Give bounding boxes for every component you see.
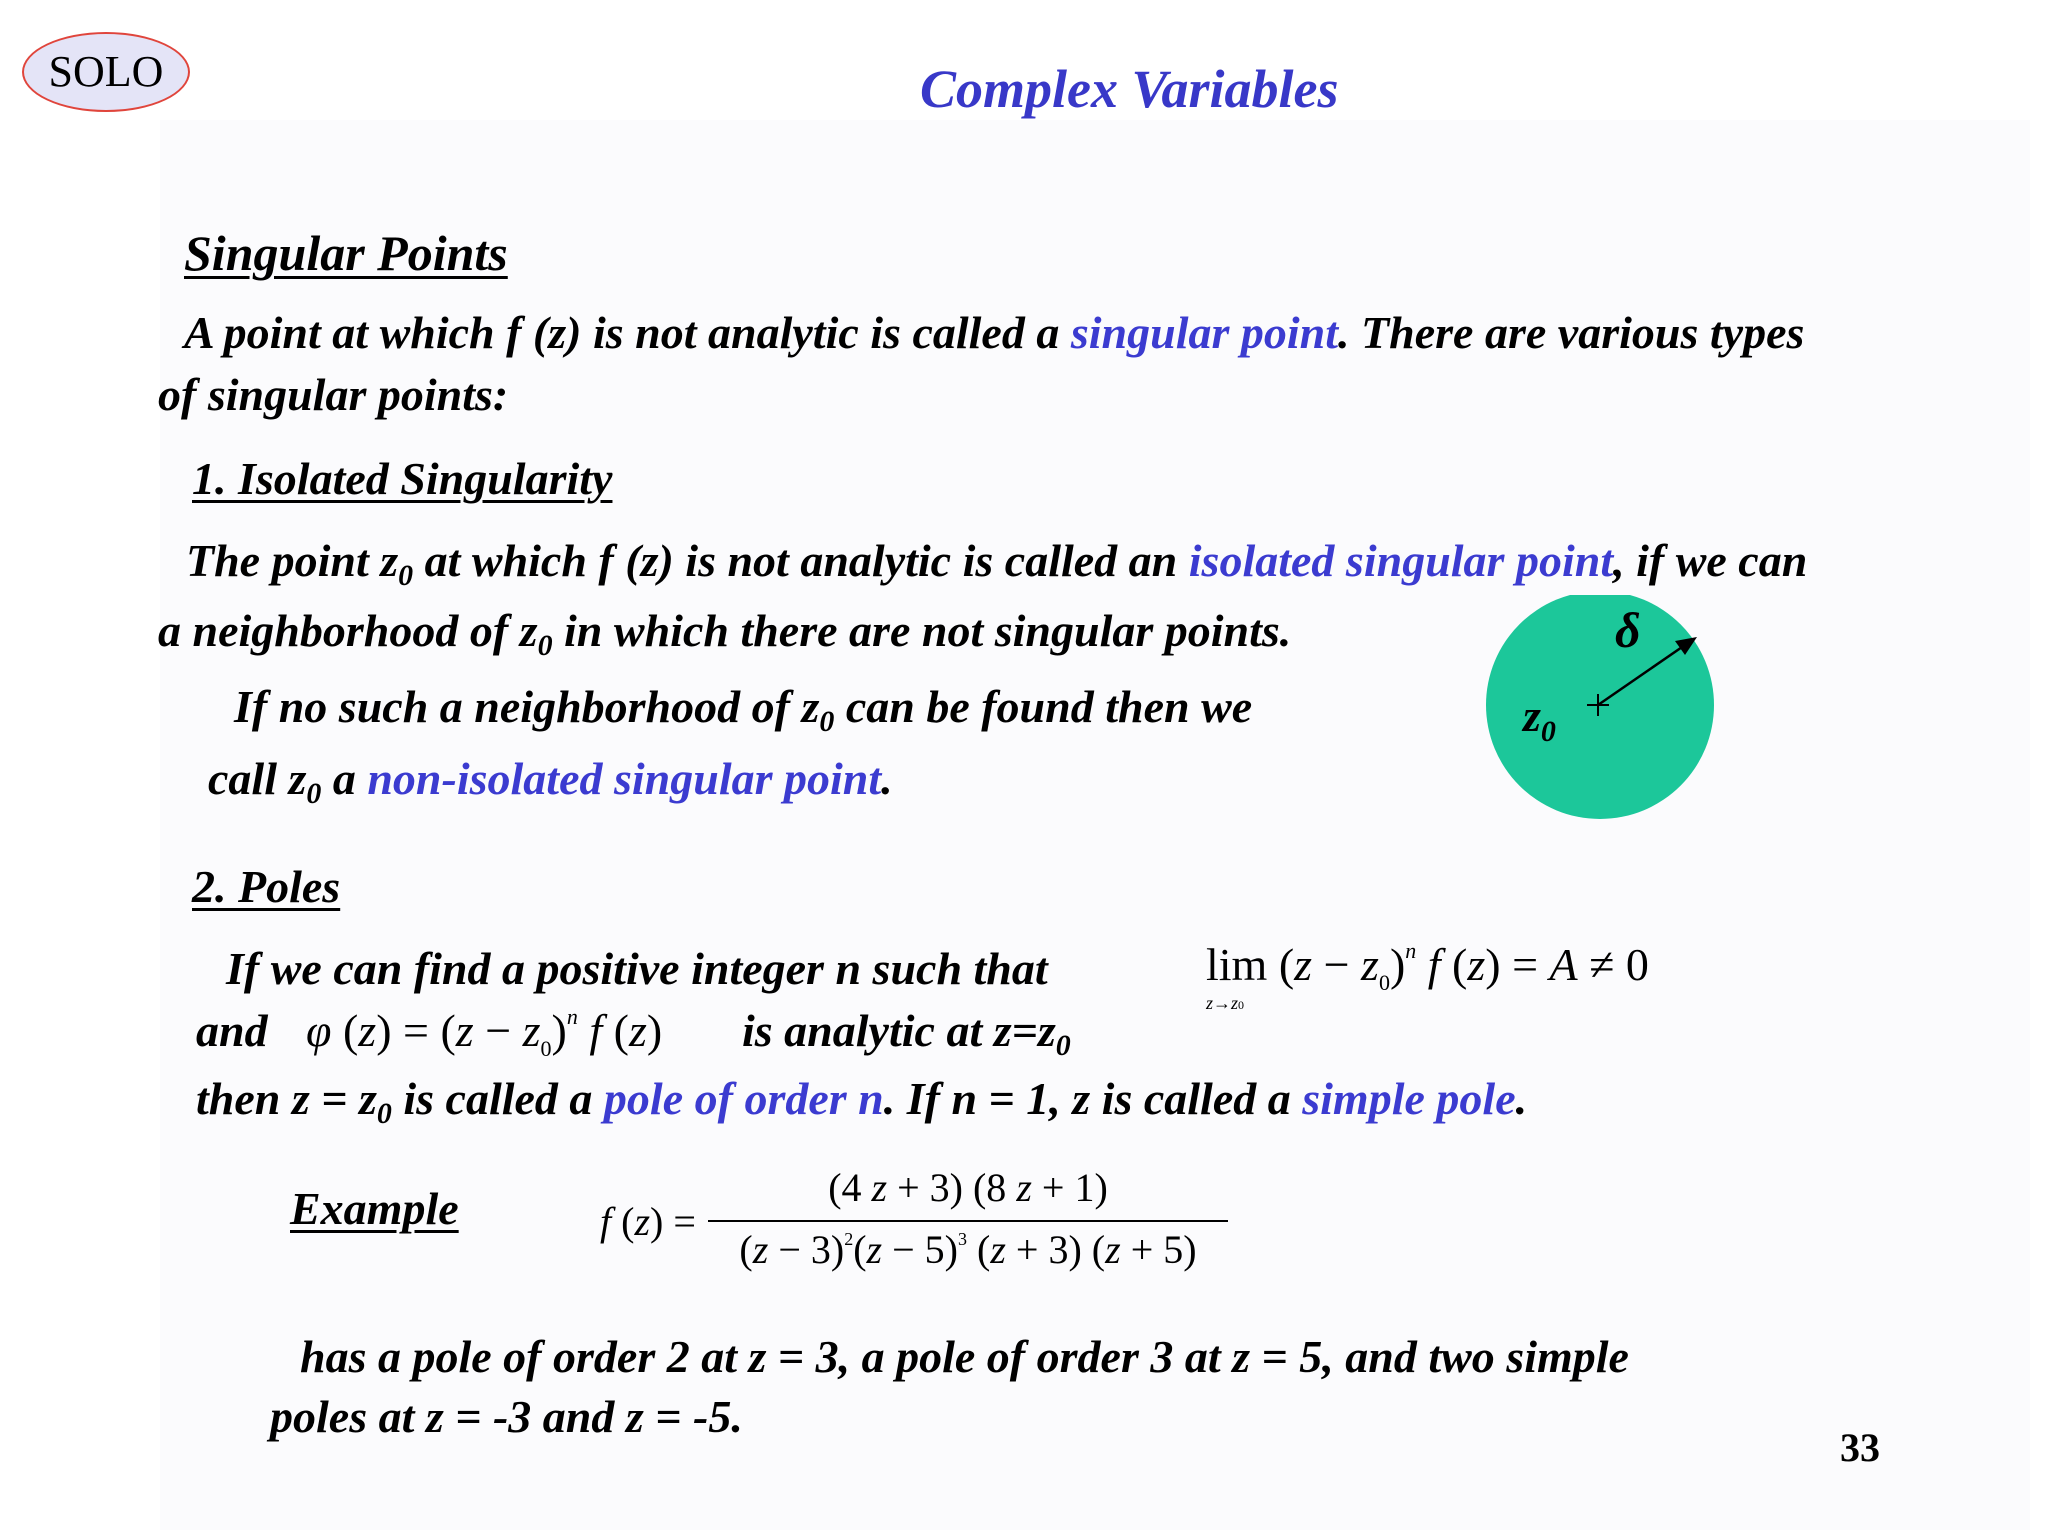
page-number: 33: [1840, 1425, 1880, 1470]
text: at which f (z) is not analytic is called an: [413, 535, 1189, 586]
text: . If n = 1, z is called a: [883, 1073, 1303, 1124]
subscript: 0: [306, 776, 322, 810]
poles-line-3: [196, 1073, 1528, 1130]
text: is called a: [391, 1073, 604, 1124]
limit-formula: $\lim (z - z_0)^n$ f (z) = A ≠ 0 z→z0: [1206, 938, 1649, 1013]
text: .: [881, 753, 893, 804]
poles-line-2-and: and: [196, 1005, 268, 1056]
text: If no such a neighborhood of z: [234, 681, 820, 732]
poles-heading: 2. Poles: [192, 861, 341, 912]
intro-text-end: . There are various types: [1338, 307, 1805, 358]
intro-line-2: of singular points:: [158, 369, 509, 420]
subscript: 0: [376, 1096, 392, 1130]
text: , if we can: [1613, 535, 1808, 586]
text: can be found then we: [834, 681, 1253, 732]
example-conclusion-1: has a pole of order 2 at z = 3, a pole of order 3 at z = 5, and two simple: [300, 1331, 1629, 1382]
example-conclusion-2: poles at z = -3 and z = -5.: [270, 1391, 743, 1442]
isolated-line-2: [158, 605, 1292, 662]
text: a: [321, 753, 368, 804]
delta-label: δ: [1615, 602, 1641, 658]
term-simple-pole: simple pole: [1302, 1073, 1516, 1124]
text: is analytic at z=z: [742, 1005, 1056, 1056]
z-subscript: 0: [1540, 715, 1556, 748]
example-label: Example: [290, 1183, 459, 1234]
text: The point z: [186, 535, 399, 586]
isolated-heading: 1. Isolated Singularity: [192, 453, 613, 504]
isolated-line-4: [208, 753, 893, 810]
neighborhood-figure: [1465, 595, 1735, 845]
phi-formula: φ $(z) = (z - z_0)^n$ f (z): [306, 1004, 663, 1061]
subscript: 0: [398, 558, 414, 592]
slide-title: Complex Variables: [920, 59, 1339, 119]
text: a neighborhood of z: [158, 605, 538, 656]
intro-line-1: [184, 307, 1805, 358]
isolated-line-3: [234, 681, 1253, 738]
text: .: [1515, 1073, 1528, 1124]
section-heading: Singular Points: [184, 225, 508, 281]
term-pole-of-order-n: pole of order n: [603, 1073, 884, 1124]
isolated-line-1: [186, 535, 1808, 592]
text: then z = z: [196, 1073, 377, 1124]
term-non-isolated-singular-point: non-isolated singular point: [367, 753, 882, 804]
text: call z: [208, 753, 307, 804]
text: in which there are not singular points.: [552, 605, 1292, 656]
z-label: z: [1523, 690, 1541, 741]
subscript: 0: [819, 704, 835, 738]
subscript: 0: [1055, 1028, 1071, 1062]
term-singular-point: singular point: [1070, 307, 1339, 358]
poles-line-2-rest: [742, 1005, 1071, 1062]
subscript: 0: [537, 628, 553, 662]
intro-text: A point at which f (z) is not analytic is called a: [184, 307, 1071, 358]
poles-line-1: If we can find a positive integer n such that: [226, 943, 1048, 994]
solo-logo: SOLO: [22, 32, 190, 112]
neighborhood-disk: [1486, 595, 1714, 819]
term-isolated-singular-point: isolated singular point: [1188, 535, 1614, 586]
